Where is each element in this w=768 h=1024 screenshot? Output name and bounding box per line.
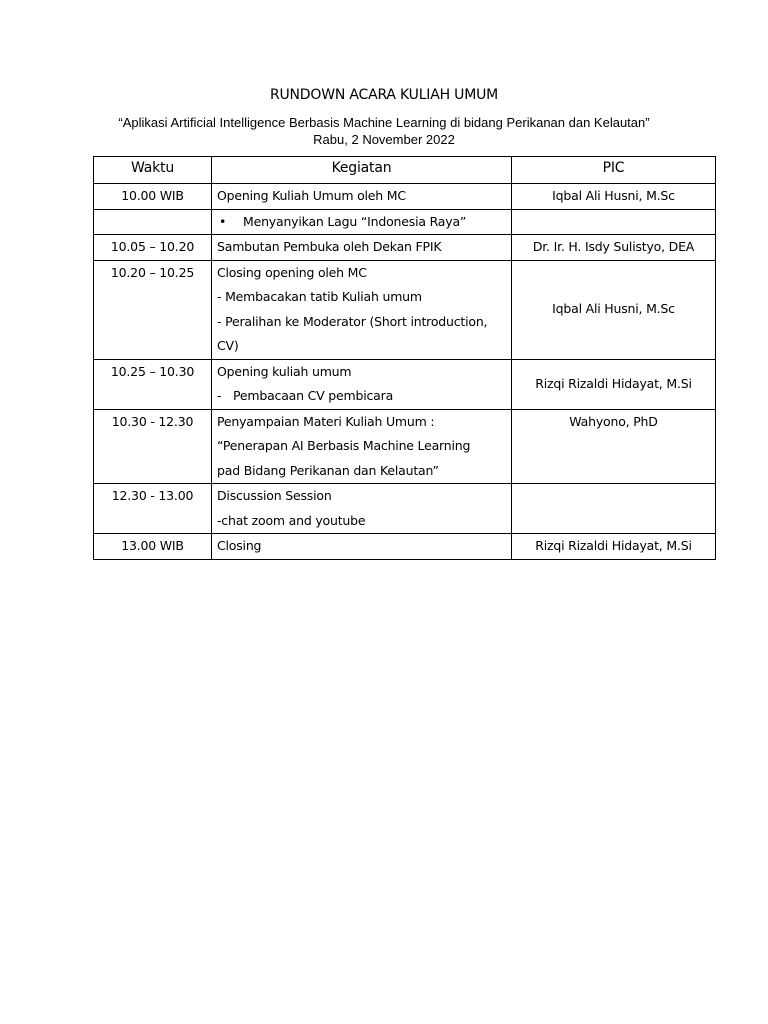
activity-line: Closing opening oleh MC	[217, 264, 367, 280]
header-pic: PIC	[512, 157, 716, 184]
bullet-icon: •	[219, 213, 227, 229]
activity-line: Penyampaian Materi Kuliah Umum :	[217, 413, 435, 429]
pic-cell: Wahyono, PhD	[512, 409, 716, 484]
document-subtitle: “Aplikasi Artificial Intelligence Berbasis Machine Learning di bidang Perikanan dan Kelautan”	[118, 115, 650, 130]
activity-cell	[212, 209, 512, 235]
pic-cell	[512, 209, 716, 235]
dash-text: Pembacaan CV pembicara	[233, 388, 394, 403]
time-cell: 10.25 – 10.30	[94, 359, 212, 409]
time-cell: 12.30 - 13.00	[94, 484, 212, 534]
activity-cell: Closing	[212, 534, 512, 560]
time-cell	[94, 209, 212, 235]
activity-cell	[212, 409, 512, 484]
activity-line: Opening kuliah umum	[217, 363, 352, 379]
time-cell: 10.00 WIB	[94, 184, 212, 210]
activity-line: Discussion Session	[217, 488, 332, 503]
event-date: Rabu, 2 November 2022	[313, 132, 455, 147]
activity-cell: Sambutan Pembuka oleh Dekan FPIK	[212, 235, 512, 261]
table-row	[94, 235, 716, 261]
dash-icon: -	[217, 388, 222, 403]
activity-line: CV)	[217, 338, 239, 353]
table-row	[94, 534, 716, 560]
rundown-table	[93, 156, 716, 560]
table-header-row	[94, 157, 716, 184]
header-kegiatan: Kegiatan	[212, 157, 512, 184]
table-row	[94, 184, 716, 210]
time-cell: 10.20 – 10.25	[94, 260, 212, 359]
activity-line: pad Bidang Perikanan dan Kelautan”	[217, 462, 439, 478]
activity-line: -chat zoom and youtube	[217, 512, 366, 528]
activity-cell: Opening Kuliah Umum oleh MC	[212, 184, 512, 210]
table-row	[94, 359, 716, 409]
activity-line: “Penerapan AI Berbasis Machine Learning	[217, 438, 471, 453]
table-row	[94, 260, 716, 359]
bullet-item	[217, 210, 506, 235]
activity-line: - Peralihan ke Moderator (Short introduction,	[217, 313, 488, 329]
time-cell: 13.00 WIB	[94, 534, 212, 560]
activity-cell	[212, 484, 512, 534]
activity-cell	[212, 359, 512, 409]
pic-cell: Iqbal Ali Husni, M.Sc	[512, 260, 716, 359]
activity-line: - Membacakan tatib Kuliah umum	[217, 289, 422, 304]
dash-item	[217, 384, 506, 409]
table-row	[94, 409, 716, 484]
pic-cell: Dr. Ir. H. Isdy Sulistyo, DEA	[512, 235, 716, 261]
pic-cell	[512, 484, 716, 534]
document-title: RUNDOWN ACARA KULIAH UMUM	[269, 87, 499, 103]
table-row	[94, 484, 716, 534]
time-cell: 10.05 – 10.20	[94, 235, 212, 261]
time-cell: 10.30 - 12.30	[94, 409, 212, 484]
bullet-text: Menyanyikan Lagu “Indonesia Raya”	[243, 213, 467, 229]
header-waktu: Waktu	[94, 157, 212, 184]
table-row	[94, 209, 716, 235]
pic-cell: Iqbal Ali Husni, M.Sc	[512, 184, 716, 210]
pic-cell: Rizqi Rizaldi Hidayat, M.Si	[512, 534, 716, 560]
activity-cell	[212, 260, 512, 359]
pic-cell: Rizqi Rizaldi Hidayat, M.Si	[512, 359, 716, 409]
